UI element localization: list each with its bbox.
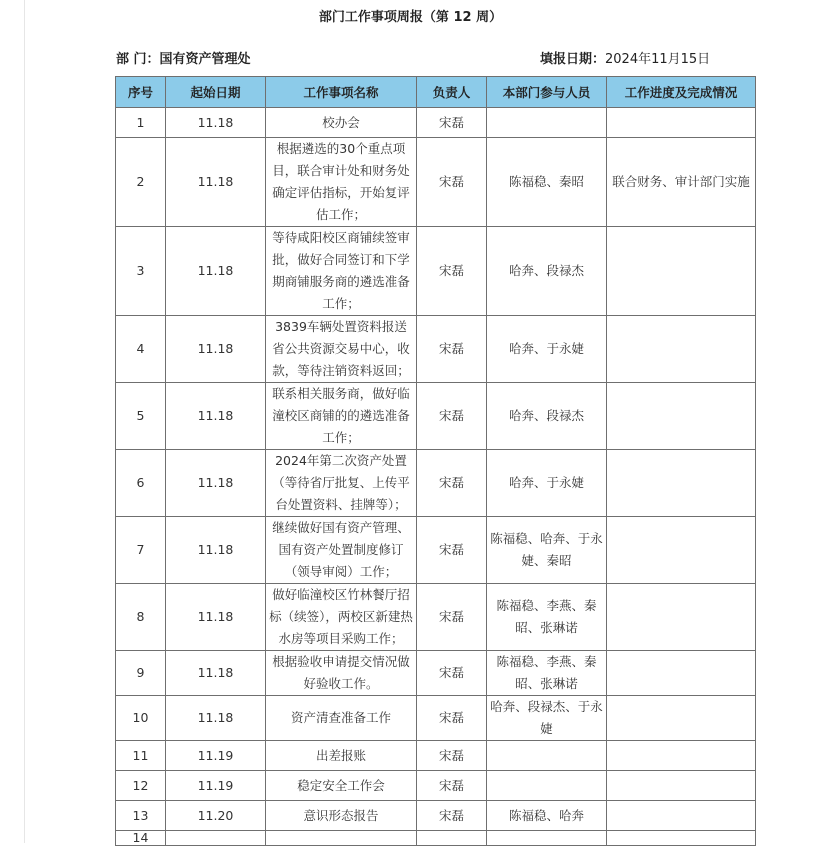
table-row [116,771,756,801]
table-row [116,584,756,651]
cell-item: 校办会 [266,108,417,138]
cell-date: 11.18 [166,108,266,138]
header-lead: 负责人 [417,77,487,108]
cell-lead: 宋磊 [417,696,487,741]
cell-members: 陈福稳、秦昭 [487,138,607,227]
table-row [116,517,756,584]
cell-no: 13 [116,801,166,831]
cell-date: 11.20 [166,801,266,831]
cell-date: 11.18 [166,450,266,517]
table-row [116,138,756,227]
cell-item: 稳定安全工作会 [266,771,417,801]
cell-date: 11.18 [166,696,266,741]
cell-progress [607,771,756,801]
cell-no: 4 [116,316,166,383]
cell-progress [607,584,756,651]
header-no: 序号 [116,77,166,108]
table-row [116,801,756,831]
cell-members: 陈福稳、李燕、秦昭、张琳诺 [487,651,607,696]
cell-members: 哈奔、段禄杰 [487,227,607,316]
cell-progress: 联合财务、审计部门实施 [607,138,756,227]
report-title: 部门工作事项周报（第 12 周） [318,10,503,25]
cell-no: 9 [116,651,166,696]
cell-date: 11.19 [166,741,266,771]
cell-progress [607,741,756,771]
cell-members [487,831,607,846]
cell-members: 陈福稳、李燕、秦昭、张琳诺 [487,584,607,651]
cell-date: 11.18 [166,138,266,227]
cell-members [487,108,607,138]
cell-progress [607,383,756,450]
cell-lead: 宋磊 [417,801,487,831]
header-progress: 工作进度及完成情况 [607,77,756,108]
cell-date: 11.18 [166,383,266,450]
cell-progress [607,696,756,741]
table-row [116,383,756,450]
cell-no: 10 [116,696,166,741]
cell-members: 哈奔、于永婕 [487,450,607,517]
cell-date: 11.18 [166,651,266,696]
cell-lead: 宋磊 [417,138,487,227]
cell-no: 6 [116,450,166,517]
cell-progress [607,108,756,138]
header-item-name: 工作事项名称 [266,77,417,108]
cell-no: 3 [116,227,166,316]
cell-members: 陈福稳、哈奔、于永婕、秦昭 [487,517,607,584]
department-label: 部 门： [116,52,160,67]
cell-members: 哈奔、于永婕 [487,316,607,383]
cell-lead: 宋磊 [417,450,487,517]
cell-date: 11.19 [166,771,266,801]
cell-progress [607,227,756,316]
cell-progress [607,316,756,383]
cell-progress [607,801,756,831]
cell-no: 1 [116,108,166,138]
cell-no: 14 [116,831,166,846]
cell-lead [417,831,487,846]
cell-members [487,771,607,801]
cell-lead: 宋磊 [417,741,487,771]
cell-lead: 宋磊 [417,383,487,450]
cell-date: 11.18 [166,584,266,651]
cell-item: 根据遴选的30个重点项目，联合审计处和财务处确定评估指标，开始复评估工作； [266,138,417,227]
cell-date: 11.18 [166,227,266,316]
cell-item: 做好临潼校区竹林餐厅招标（续签），两校区新建热水房等项目采购工作； [266,584,417,651]
cell-no: 11 [116,741,166,771]
cell-progress [607,450,756,517]
cell-progress [607,651,756,696]
cell-lead: 宋磊 [417,651,487,696]
table-row [116,696,756,741]
cell-date: 11.18 [166,517,266,584]
cell-members: 哈奔、段禄杰、于永婕 [487,696,607,741]
department-line [116,48,251,67]
cell-item: 继续做好国有资产管理、国有资产处置制度修订（领导审阅）工作； [266,517,417,584]
cell-lead: 宋磊 [417,517,487,584]
cell-lead: 宋磊 [417,316,487,383]
cell-item: 联系相关服务商，做好临潼校区商铺的的遴选准备工作； [266,383,417,450]
cell-progress [607,517,756,584]
department-value: 国有资产管理处 [159,52,251,67]
cell-lead: 宋磊 [417,227,487,316]
cell-members: 陈福稳、哈奔 [487,801,607,831]
table-row [116,651,756,696]
page-left-border [24,0,25,843]
table-row [116,227,756,316]
cell-item: 2024年第二次资产处置（等待省厅批复、上传平台处置资料、挂牌等）； [266,450,417,517]
table-row [116,108,756,138]
cell-lead: 宋磊 [417,108,487,138]
cell-item: 根据验收申请提交情况做好验收工作。 [266,651,417,696]
table-row [116,450,756,517]
work-items-table [115,76,756,846]
cell-no: 12 [116,771,166,801]
table-row [116,316,756,383]
cell-progress [607,831,756,846]
header-members: 本部门参与人员 [487,77,607,108]
cell-item: 等待咸阳校区商铺续签审批，做好合同签订和下学期商铺服务商的遴选准备工作； [266,227,417,316]
cell-item: 3839车辆处置资料报送省公共资源交易中心，收款，等待注销资料返回； [266,316,417,383]
report-date-label: 填报日期： [540,52,606,67]
header-start-date: 起始日期 [166,77,266,108]
cell-members [487,741,607,771]
cell-item: 出差报账 [266,741,417,771]
report-date-line [540,48,710,67]
cell-no: 7 [116,517,166,584]
cell-date [166,831,266,846]
cell-date: 11.18 [166,316,266,383]
table-header-row [116,77,756,108]
cell-members: 哈奔、段禄杰 [487,383,607,450]
cell-no: 5 [116,383,166,450]
cell-no: 8 [116,584,166,651]
cell-item: 资产清查准备工作 [266,696,417,741]
cell-lead: 宋磊 [417,584,487,651]
cell-no: 2 [116,138,166,227]
cell-item [266,831,417,846]
cell-item: 意识形态报告 [266,801,417,831]
report-date-value: 2024年11月15日 [605,52,711,67]
table-row [116,741,756,771]
table-row [116,831,756,846]
cell-lead: 宋磊 [417,771,487,801]
